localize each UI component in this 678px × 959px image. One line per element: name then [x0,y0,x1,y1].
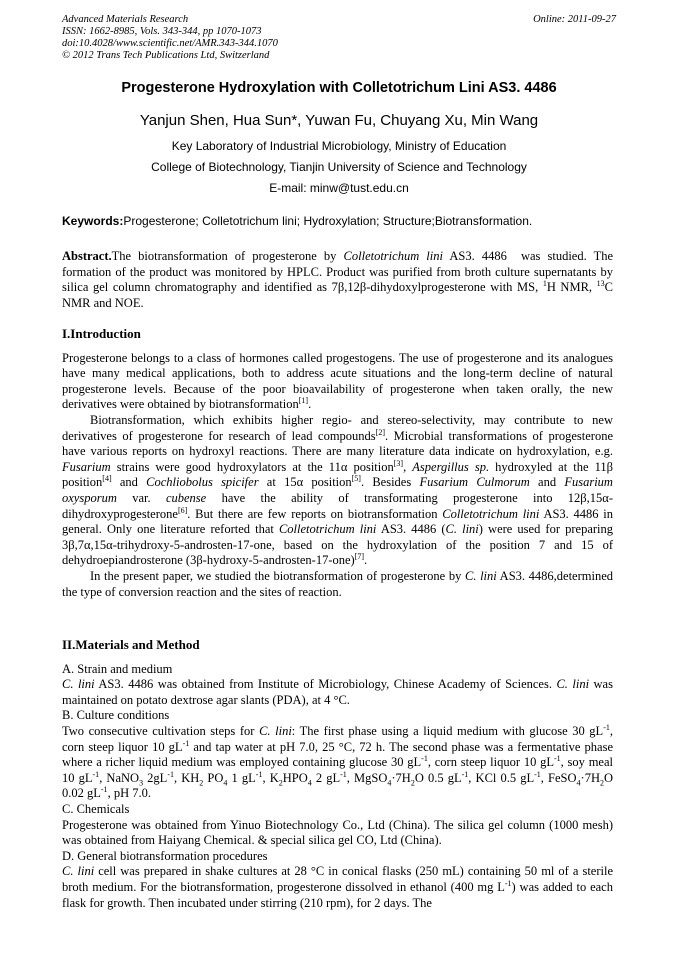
introduction-heading: I.Introduction [62,326,141,341]
subsection-b-heading: B. Culture conditions [62,708,170,723]
keywords-text: Progesterone; Colletotrichum lini; Hydroxylation; Structure;Biotransformation. [123,214,533,228]
author-list: Yanjun Shen, Hua Sun*, Yuwan Fu, Chuyang Xu, Min Wang [139,112,539,129]
subsection-a-heading: A. Strain and medium [62,661,173,676]
strain-paragraph: C. lini AS3. 4486 was obtained from Institute of Microbiology, Chinese Academy of Sciences. C. lini was maintained on potato dextrose agar slants (PDA), at 4 °C. [62,677,613,707]
journal-header [62,14,616,62]
doi-line: doi:10.4028/www.scientific.net/AMR.343-344.1070 [62,38,278,49]
copyright-line: © 2012 Trans Tech Publications Ltd, Switzerland [62,50,270,61]
issn-line: ISSN: 1662-8985, Vols. 343-344, pp 1070-1073 [62,26,262,37]
keywords-label: Keywords: [62,214,124,228]
keywords-block [62,214,622,228]
journal-name: Advanced Materials Research [62,14,189,25]
chemicals-paragraph: Progesterone was obtained from Yinuo Biotechnology Co., Ltd (China). The silica gel column (1000 mesh) was obtained from Haiyang Chemical. & special silica gel CO, Ltd (China). [62,817,613,848]
email-line: E-mail: minw@tust.edu.cn [269,181,409,195]
affiliation-line-1: Key Laboratory of Industrial Microbiology, Ministry of Education [171,139,507,153]
intro-paragraph-3: In the present paper, we studied the biotransformation of progesterone by C. lini AS3. 4486,determined the type of conversion reaction and the sites of reaction. [62,568,614,599]
culture-paragraph: Two consecutive cultivation steps for C. lini: The first phase using a liquid medium with glucose 30 $gL^{-1}$, corn steep liquor 10 $gL^{-1}$ and tap water at pH 7.0, 25 °C, 72 h. The second phase was a fermentative phase where a richer liquid medium was employed containing glucose 30 $gL^{-1}$, corn steep liquor 10 $gL^{-1}$, soy meal 10 $gL^{-1}$, NaNO$_3$ $2gL^{-1}$, $KH_2$ $PO_4$ 1 $gL^{-1}$, $K_2HPO_4$ 2 $gL^{-1}$, $MgSO_4\cdot 7H_2O$ 0.5 $gL^{-1}$, KCl 0.5 $gL^{-1}$, $FeSO_4\cdot 7H_2O$ 0.02 $gL^{-1}$, pH 7.0. [62,722,614,801]
abstract-paragraph: Abstract.The biotransformation of progesterone by Colletotrichum lini AS3. 4486 was studied. The formation of the product was monitored by HPLC. Product was purified from broth culture supernatants by silica gel column chromatography and identified as 7β,12β-dihydoxylprogesterone with MS, $^1$H NMR, $^{13}$C NMR and NOE. [62,249,614,310]
procedure-paragraph: C. lini cell was prepared in shake cultures at 28 °C in conical flasks (250 mL) containing 50 ml of a sterile broth medium. For the biotransformation, progesterone dissolved in ethanol (400 mg $L^{-1}$) was added to each flask for growth. Then incubated under stirring (210 rpm), for 2 days. The [62,864,613,910]
subsection-d-heading: D. General biotransformation procedures [62,848,268,863]
materials-heading: II.Materials and Method [62,637,200,652]
intro-paragraph-1: Progesterone belongs to a class of hormones called progestogens. The use of progesterone and its analogues have many medical applications, both to address acute situations and the long-term decline of natural progesterone levels. Because of the poor bioavailability of progesterone when taken orally, the new derivatives were obtained by biotransformation[1]. [62,350,613,412]
abstract-block [62,249,613,311]
affiliation-line-2: College of Biotechnology, Tianjin University of Science and Technology [151,160,527,174]
materials-section [62,637,613,911]
subsection-c-heading: C. Chemicals [62,801,130,816]
introduction-section [62,326,613,600]
intro-paragraph-2: Biotransformation, which exhibits higher regio- and stereo-selectivity, may contribute to new derivatives of progesterone for research of lead compounds[2]. Microbial transformations of progesterone have various reports on hydroxyl reactions. There are many literature data indicate on hydroxylation, e.g. Fusarium strains were good hydroxylators at the 11α position[3], Aspergillus sp. hydroxyled at the 11β position[4] and Cochliobolus spicifer at 15α position[5]. Besides Fusarium Culmorum and Fusarium oxysporum var. cubense have the ability of transformating progesterone into 12β,15α-dihydroxyprogesterone[6]. But there are few reports on biotransformation Colletotrichum lini AS3. 4486 in general. Only one literature reforted that Colletotrichum lini AS3. 4486 (C. lini) were used for preparing 3β,7α,15α-trihydroxy-5-androsten-17-one, based on the hydroxylation of the position 7 and 15 of dehydroepiandrosterone (3β-hydroxy-5-androsten-17-one)[7]. [62,412,614,568]
online-date: Online: 2011-09-27 [533,14,616,25]
abstract-label: Abstract. [62,249,112,263]
paper-title: Progesterone Hydroxylation with Colletotrichum Lini AS3. 4486 [121,80,557,96]
